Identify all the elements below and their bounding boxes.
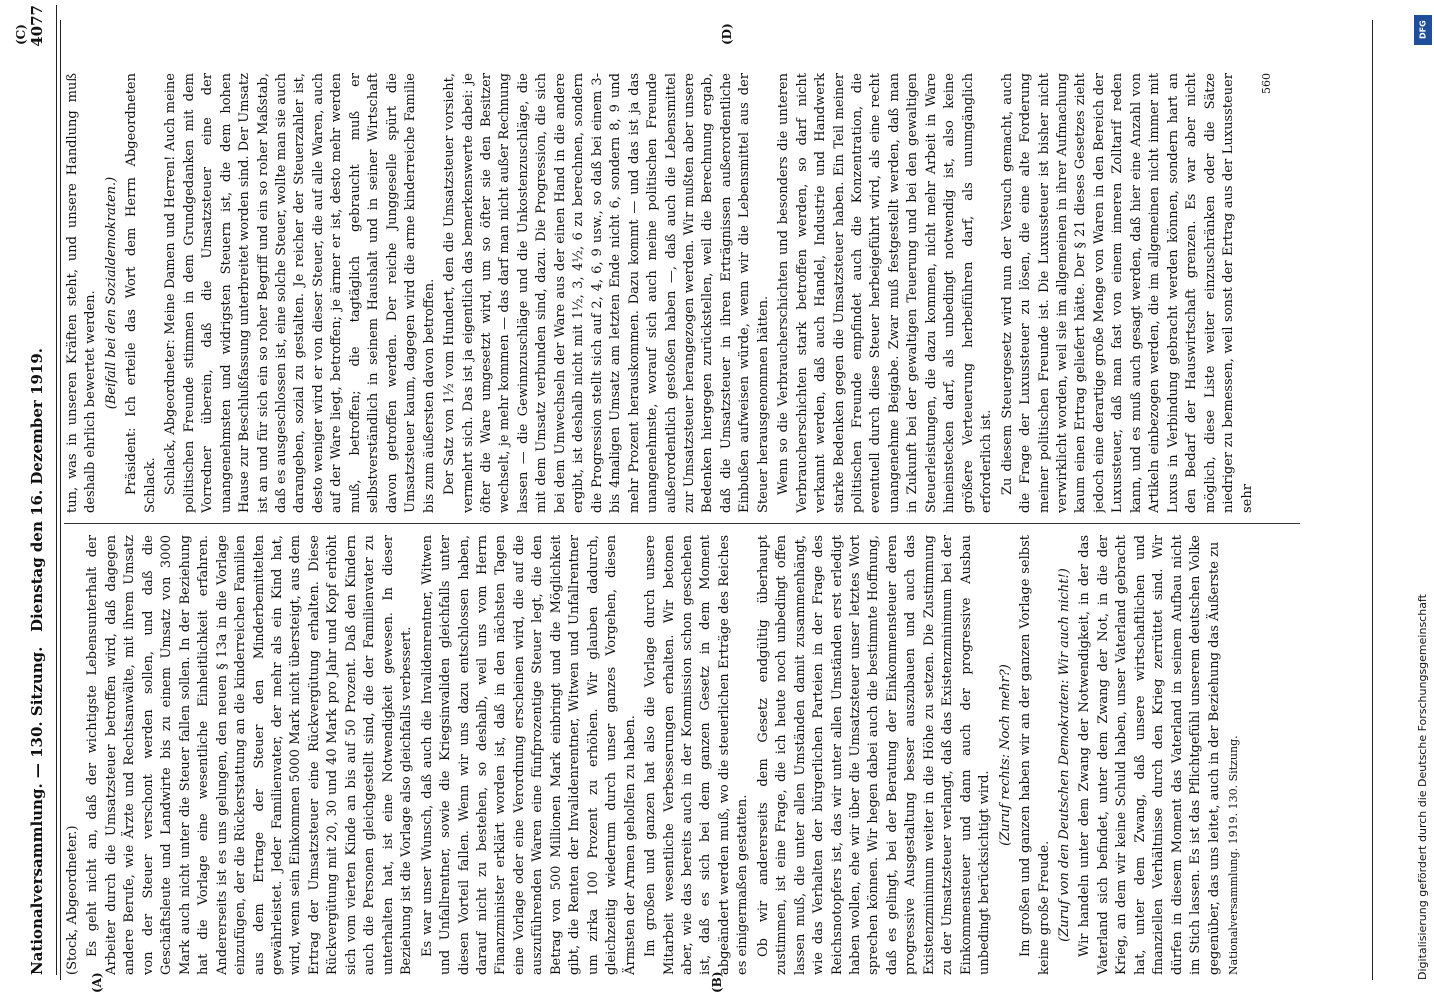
applause-note: (Beifall bei den Sozialdemokraten.) — [103, 176, 119, 410]
paragraph: Ob wir andererseits dem Gesetz endgültig überhaupt zustimmen, ist eine Frage, die ich heute noch unbedingt offen lassen muß, die unter allen Umständen damit zusammenhängt, wie das Verhalten der bürgerlichen Parteien in der Frage des Reichsnotopfers ist, das wir unter allen Umständen erst erledigt haben wollen, ehe wir über die Umsatzsteuer unser letztes Wort sprechen können. Wir hegen dabei auch die bestimmte Hoffnung, daß es gelingt, bei der Beratung der Einkommensteuer deren progressive Ausgestaltung besser auszubauen und auch das Existenzminimum weiter in die Höhe zu setzen. Die Zustimmung zu der Umsatzsteuer verlangt, daß das Existenzminimum bei der Einkommensteuer und dann auch der progressive Ausbau unbedingt berücksichtigt wird. — [755, 535, 993, 975]
right-column — [64, 73, 1300, 513]
paragraph: Wir handeln unter dem Zwang der Notwendigkeit, in der das Vaterland sich befindet, unter dem Zwang der Not, in die der Krieg, an dem wir keine Schuld haben, unser Vaterland gebracht hat, unter dem Zwang, daß unsere wirtschaftlichen und finanziellen Verhältnisse durch den Krieg zerrüttet sind. Wir dürfen in diesem Moment das Vaterland in seinem Aufbau nicht im Stich lassen. Es ist das Pflichtgefühl unserem deutschen Volke gegenüber, das uns leitet, auch in der Beziehung das Äußerste zu — [1077, 535, 1222, 975]
header-left: Nationalversammlung. — 130. Sitzung. — [28, 646, 46, 975]
margin-marker-b: (B) — [710, 971, 724, 993]
paragraph: Im großen und ganzen hat also die Vorlage durch unsere Mitarbeit wesentliche Verbesserungen erhalten. Wir betonen aber, wie das bereits auch in der Kommission schon geschehen ist, daß es sich bei dem ganzen Gesetz in dem Moment abgeändert werden muß, wo die steuerlichen Erträge des Reiches es einigermaßen gestatten. — [643, 535, 751, 975]
margin-marker-c: (C) — [14, 24, 28, 45]
running-header — [20, 5, 60, 975]
interjection: (Zuruf rechts: Noch mehr?) — [997, 664, 1013, 846]
page-number: 4077 — [28, 5, 46, 47]
left-column — [64, 535, 1300, 975]
header-date: Dienstag den 16. Dezember 1919. — [28, 347, 46, 633]
dfg-logo: DFG — [1414, 15, 1432, 45]
paragraph: Wenn so die Verbraucherschichten und besonders die unteren Verbraucherschichten stark betroffen werden, so darf nicht verkannt werden, daß auch Handel, Industrie und Handwerk starke Bedenken gegen die Umsatzsteuer haben. Ein Teil meiner politischen Freunde empfindet auch die Konzentration, die eventuell durch diese Steuer herbeigeführt wird, als eine recht unangenehme Beigabe. Zwar muß festgestellt werden, daß man in Zukunft bei der gewaltigen Teuerung und bei den gewaltigen Steuerleistungen, die dazu kommen, nicht mehr Arbeit in Ware hineinstecken darf, als unbedingt notwendig ist, also keine größere Verteuerung herbeiführen darf, als unumgänglich erforderlich ist. — [776, 73, 995, 513]
digitization-credit — [1413, 10, 1433, 990]
newspaper-page — [14, 5, 1310, 993]
sheet-number: 560 — [1260, 73, 1273, 94]
credit-text: Digitalisierung gefördert durch die Deutsche Forschungsgemeinschaft — [1416, 594, 1429, 980]
column-rule — [64, 523, 1300, 524]
footer-note: Nationalversammlung. 1919. 130. Sitzung. — [1227, 735, 1241, 975]
paragraph: Der Satz von 1½ vom Hundert, den die Umsatzsteuer vorsieht, vermehrt sich. Das ist ja eigentlich das bemerkenswerte dabei: je öfter die Ware umgesetzt wird, um so öfter sie den Besitzer wechselt, je mehr kommen — das darf man nicht außer Rechnung lassen — die Gewinnzuschläge und die Unkostenzuschläge, die mit dem Umsatz verbunden sind, dazu. Die Progression, die sich bei dem Umwechseln der Ware aus der einen Hand in die andere ergibt, ist deshalb nicht mit 1½, 3, 4½, 6 zu berechnen, sondern die Progression stellt sich auf 2, 4, 6, 9 usw., so daß bei einem 3- bis 4maligen Umsatz am letzten Ende nicht 6, sondern 8, 9 und mehr Prozent herauskommen. Dazu kommt — und das ist ja das unangenehmste, worauf sich auch meine politischen Freunde außerordentlich gestoßen haben —, daß auch die Lebensmittel zur Umsatzsteuer herangezogen werden. Wir mußten aber unsere Bedenken hiergegen zurückstellen, weil die Berechnung ergab, daß die Umsatzsteuer in ihren Erträgnissen außerordentliche Einbußen aufweisen würde, wenn wir die Lebensmittel aus der Steuer herausgenommen hätten. — [442, 73, 771, 513]
header-rule — [56, 5, 57, 975]
paragraph: Es geht nicht an, daß der wichtigste Lebensunterhalt der Arbeiter durch die Umsatzsteuer betroffen wird, daß dagegen andere Berufe, wie Ärzte und Rechtsanwälte, mit ihrem Umsatz von der Steuer verschont werden sollen, und daß die Geschäftsleute und Landwirte bis zu einem Umsatz von 3000 Mark auch nicht unter die Steuer fallen sollen. In der Beziehung hat die Vorlage eine wesentliche Einheitlichkeit erfahren. Andererseits ist es uns gelungen, den neuen § 13a in die Vorlage einzufügen, der die Rückerstattung an die kinderreichen Familien aus dem Ertrage der Steuer den Minderbemittelten gewährleistet. Jeder Familienvater, der mehr als ein Kind hat, wird, wenn sein Einkommen 5000 Mark nicht übersteigt, aus dem Ertrag der Umsatzsteuer eine Rückvergütung erhalten. Diese Rückvergütung mit 20, 30 und 40 Mark pro Jahr und Kopf erhöht sich vom vierten Kinde an bis auf 50 Prozent. Daß den Kindern auch die Personen gleichgestellt sind, die der Familienvater zu unterhalten hat, ist eine Notwendigkeit gewesen. In dieser Beziehung ist die Vorlage also gleichfalls verbessert. — [85, 535, 415, 975]
interjection: (Zuruf von den Deutschen Demokraten: Wir auch nicht!) — [1057, 568, 1073, 942]
paragraph: Schlack, Abgeordneter: Meine Damen und Herren! Auch meine politischen Freunde stimmen in dem Grundgedanken mit dem Vorredner überein, daß die Umsatzsteuer eine der unangenehmsten und widrigsten Steuern ist, die dem hohen Hause zur Beschlußfassung unterbreitet worden sind. Der Umsatz ist an und für sich ein so roher Begriff und ein so roher Maßstab, daß es ausgeschlossen ist, eine solche Steuer, wollte man sie auch darangeben, sozial zu gestalten. Je reicher der Steuerzahler ist, desto weniger wird er von dieser Steuer, die auf alle Waren, auch auf der Ware liegt, betroffen; je ärmer er ist, desto mehr werden muß, betroffen; die tagtäglich gebraucht muß er selbstverständlich in seinem Haushalt und in seiner Wirtschaft davon getroffen werden. Der reiche Junggeselle spürt die Umsatzsteuer kaum, dagegen wird die arme kinderreiche Familie bis zum äußersten davon betroffen. — [163, 73, 437, 513]
frame-right-rule — [1372, 20, 1373, 980]
paragraph: Zu diesem Steuergesetz wird nun der Versuch gemacht, auch die Frage der Luxussteuer zu lösen, die eine alte Forderung meiner politischen Freunde ist. Die Luxussteuer ist bisher nicht verwirklicht worden, weil sie im allgemeinen in ihrer Aufmachung kaum einen Ertrag geliefert hätte. Der § 21 dieses Gesetzes zieht jedoch eine derartige große Menge von Waren in den Bereich der Luxussteuer, daß man fast von einem inneren Zolltarif reden kann, und es muß auch gesagt werden, daß hier eine Anzahl von Artikeln einbezogen werden, die im allgemeinen nicht immer mit Luxus in Verbindung gebracht werden können, sondern hart an den Bedarf der Hauswirtschaft grenzen. Es war aber nicht möglich, diese Liste weiter einzuschränken oder die Sätze niedriger zu bemessen, weil sonst der Ertrag aus der Luxussteuer sehr — [999, 73, 1255, 513]
president-statement: Präsident: Ich erteile das Wort dem Herrn Abgeordneten Schlack. — [124, 73, 158, 513]
margin-marker-d: (D) — [720, 23, 734, 45]
paragraph: Es war unser Wunsch, daß auch die Invalidenrentner, Witwen und Unfallrentner, sowie die Kriegsinvaliden gleichfalls unter diesen Vorteil fallen. Wenn wir uns dazu entschlossen haben, darauf nicht zu bestehen, so deshalb, weil uns vom Herrn Finanzminister erklärt worden ist, daß in den nächsten Tagen eine Vorlage oder eine Verordnung erscheinen wird, die auf die auszuführenden Waren eine fünfprozentige Steuer legt, die den Betrag von 500 Millionen Mark einbringt und die Möglichkeit gibt, die Renten der Invalidenrentner, Witwen und Unfallrentner um zirka 100 Prozent zu erhöhen. Wir glauben dadurch, gleichzeitig wiederum durch unser ganzes Vorgehen, diesen Ärmsten der Armen geholfen zu haben. — [419, 535, 638, 975]
speaker-intro: (Stock, Abgeordneter.) — [65, 825, 80, 975]
paragraph: Im großen und ganzen haben wir an der ganzen Vorlage selbst keine große Freude. — [1018, 535, 1052, 975]
paragraph: tun, was in unseren Kräften steht, und unsere Handlung muß deshalb ehrlich bewertet werden. — [65, 73, 99, 513]
margin-marker-a: (A) — [90, 972, 104, 993]
